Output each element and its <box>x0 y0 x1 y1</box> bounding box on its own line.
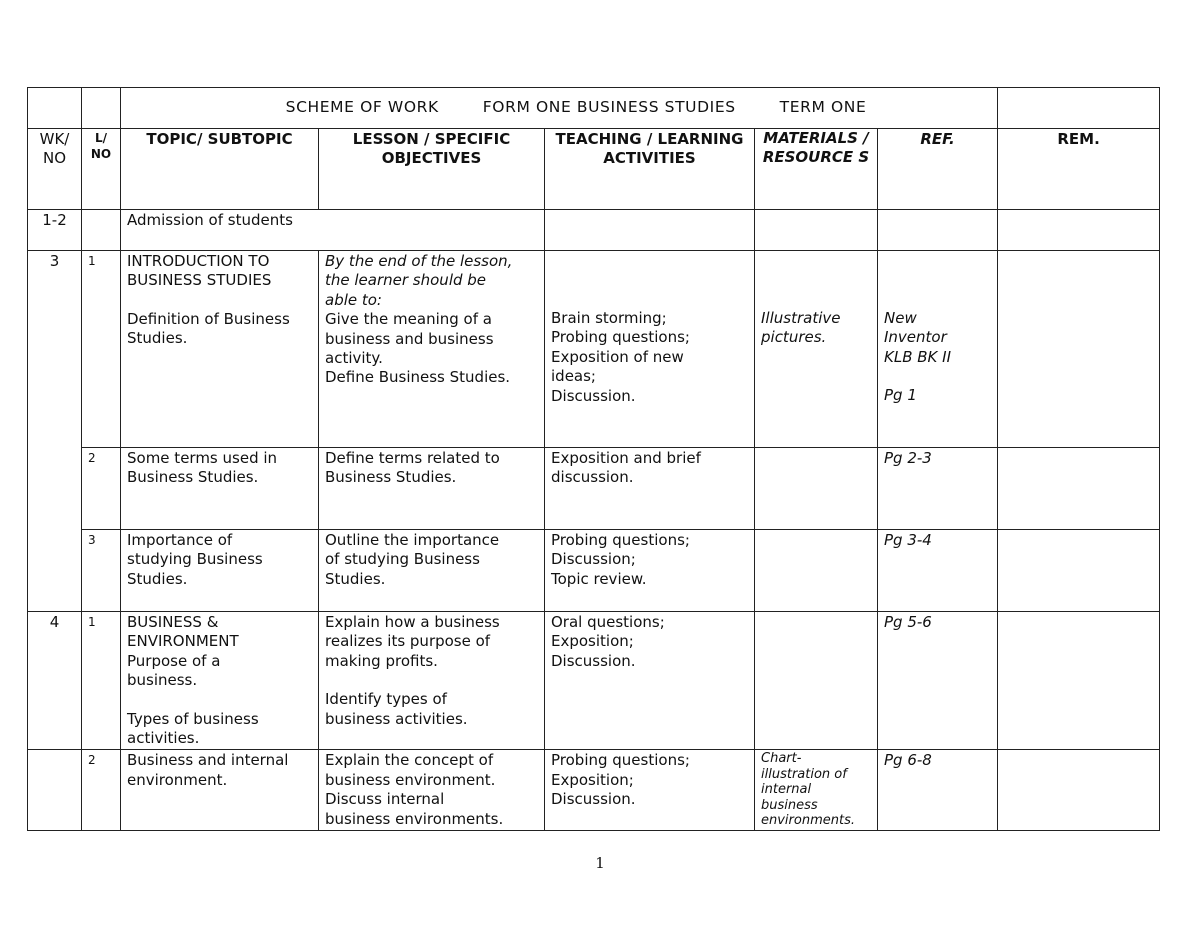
reference-cell <box>878 612 998 750</box>
cell-text-line: Pg 3-4 <box>884 531 932 549</box>
cell-text-line: Business Studies. <box>127 468 259 487</box>
cell-text-line: Exposition; <box>551 770 634 789</box>
cell-text-line: Business and internal <box>127 751 289 770</box>
lesson-row <box>28 612 1160 750</box>
cell-text-line: Explain how a business <box>325 613 500 631</box>
lesson-number: 1 <box>82 612 121 750</box>
cell-text-line: Business Studies. <box>325 468 457 487</box>
document-title <box>121 88 998 129</box>
remarks-cell <box>998 750 1160 831</box>
cell-text-line: Types of business <box>127 709 259 728</box>
header-ref: REF. <box>878 129 998 210</box>
objectives-cell <box>319 530 545 612</box>
cell-text-line: INTRODUCTION TO <box>127 252 270 270</box>
cell-text-line: Pg 6-8 <box>884 751 932 770</box>
cell-text-line: Chart- <box>761 751 802 767</box>
cell-text-line: Studies. <box>127 569 188 588</box>
cell-text-line: Oral questions; <box>551 613 665 631</box>
cell-text-line: Inventor <box>884 328 947 347</box>
cell-text-line: business and business <box>325 329 494 348</box>
remarks-cell <box>998 530 1160 612</box>
materials-cell <box>755 251 878 448</box>
cell-text-line: business environments. <box>325 809 504 828</box>
cell-text-line: business activities. <box>325 709 468 728</box>
cell-text-line: Probing questions; <box>551 531 690 549</box>
reference-cell <box>878 448 998 530</box>
title-scheme: SCHEME OF WORK <box>285 98 439 117</box>
cell-text-line: Explain the concept of <box>325 751 494 770</box>
cell-text-line: activity. <box>325 349 383 368</box>
cell-text-line: realizes its purpose of <box>325 632 491 651</box>
cell-text-line: Exposition of new <box>551 347 684 366</box>
lesson-row <box>28 448 1160 530</box>
materials-cell <box>755 530 878 612</box>
cell-text-line: Topic review. <box>551 569 647 588</box>
lesson-number: 1 <box>82 251 121 448</box>
line-gap <box>127 691 312 710</box>
cell-text-line: Exposition and brief <box>551 449 701 467</box>
cell-text-line: Define terms related to <box>325 449 500 467</box>
cell-text-line: Pg 2-3 <box>884 449 932 467</box>
lesson-number: 2 <box>82 750 121 831</box>
line-gap <box>884 252 991 309</box>
cell-text-line: Exposition; <box>551 632 634 651</box>
cell-text-line: discussion. <box>551 468 634 487</box>
header-lesson-no: L/ NO <box>82 129 121 210</box>
lesson-row <box>28 750 1160 831</box>
cell-text-line: Probing questions; <box>551 751 690 770</box>
cell-text-line: Studies. <box>127 329 188 348</box>
objectives-cell <box>319 251 545 448</box>
cell-text-line: BUSINESS & <box>127 613 219 631</box>
activities-cell <box>545 448 755 530</box>
cell-text-line: Identify types of <box>325 690 447 709</box>
lesson-row <box>28 530 1160 612</box>
cell-text-line: Brain storming; <box>551 309 667 327</box>
cell-text-line: Some terms used in <box>127 449 278 467</box>
cell-text-line: Discussion. <box>551 386 636 405</box>
objectives-cell <box>319 750 545 831</box>
cell-text-line: illustration of <box>761 766 847 782</box>
title-form: FORM ONE BUSINESS STUDIES <box>482 98 736 117</box>
cell-text-line: business. <box>127 671 198 690</box>
cell-text-line: able to: <box>325 290 382 309</box>
cell-text-line: Purpose of a <box>127 651 221 670</box>
title-blank-cell <box>998 88 1160 129</box>
admission-row <box>28 210 1160 251</box>
cell-text-line: Define Business Studies. <box>325 368 511 387</box>
admission-week: 1-2 <box>28 210 82 251</box>
cell-text-line: Illustrative <box>761 309 841 327</box>
cell-text-line: Outline the importance <box>325 531 500 549</box>
activities-cell <box>545 750 755 831</box>
materials-cell <box>755 612 878 750</box>
cell-text-line: Definition of Business <box>127 309 290 328</box>
cell-text-line: By the end of the lesson, <box>325 252 513 270</box>
title-blank-cell <box>82 88 121 129</box>
cell-text-line: environments. <box>761 813 855 829</box>
line-gap <box>761 252 871 309</box>
lesson-number: 3 <box>82 530 121 612</box>
header-materials: MATERIALS / RESOURCE S <box>755 129 878 210</box>
activities-cell <box>545 612 755 750</box>
line-gap <box>551 252 748 309</box>
cell-text-line: Pg 5-6 <box>884 613 932 631</box>
title-row <box>28 88 1160 129</box>
cell-text-line: studying Business <box>127 550 263 569</box>
cell-text-line: Discuss internal <box>325 790 445 809</box>
cell-text-line: of studying Business <box>325 550 480 569</box>
cell-text-line: Probing questions; <box>551 328 690 347</box>
cell-text-line: Importance of <box>127 531 233 549</box>
topic-cell <box>121 251 319 448</box>
lesson-row <box>28 251 1160 448</box>
topic-cell <box>121 530 319 612</box>
cell-text-line: BUSINESS STUDIES <box>127 271 272 290</box>
topic-cell <box>121 612 319 750</box>
line-gap <box>127 291 312 310</box>
objectives-cell <box>319 448 545 530</box>
remarks-cell <box>998 448 1160 530</box>
cell-text-line: Pg 1 <box>884 386 917 405</box>
remarks-cell <box>998 251 1160 448</box>
header-wk: WK/ NO <box>28 129 82 210</box>
cell-text-line: ENVIRONMENT <box>127 632 239 651</box>
activities-cell <box>545 530 755 612</box>
title-term: TERM ONE <box>779 98 867 117</box>
reference-cell <box>878 750 998 831</box>
cell-text-line: Give the meaning of a <box>325 310 492 329</box>
materials-cell <box>755 448 878 530</box>
header-objectives: LESSON / SPECIFIC OBJECTIVES <box>319 129 545 210</box>
header-activities: TEACHING / LEARNING ACTIVITIES <box>545 129 755 210</box>
week-number: 4 <box>28 612 82 750</box>
admission-rem-cell <box>998 210 1160 251</box>
line-gap <box>884 367 991 386</box>
scheme-of-work-table <box>27 87 1160 831</box>
materials-cell <box>755 750 878 831</box>
admission-materials-cell <box>755 210 878 251</box>
title-blank-cell <box>28 88 82 129</box>
cell-text-line: Discussion. <box>551 790 636 809</box>
header-topic: TOPIC/ SUBTOPIC <box>121 129 319 210</box>
admission-ref-cell <box>878 210 998 251</box>
header-row <box>28 129 1160 210</box>
cell-text-line: KLB BK II <box>884 347 951 366</box>
cell-text-line: the learner should be <box>325 271 487 290</box>
admission-text: Admission of students <box>121 210 545 251</box>
cell-text-line: activities. <box>127 729 200 748</box>
cell-text-line: environment. <box>127 770 228 789</box>
admission-lesson-cell <box>82 210 121 251</box>
topic-cell <box>121 448 319 530</box>
reference-cell <box>878 530 998 612</box>
lesson-number: 2 <box>82 448 121 530</box>
page-number: 1 <box>595 854 605 872</box>
cell-text-line: internal <box>761 782 812 798</box>
topic-cell <box>121 750 319 831</box>
week-number: 3 <box>28 251 82 612</box>
admission-activities-cell <box>545 210 755 251</box>
cell-text-line: pictures. <box>761 328 827 347</box>
reference-cell <box>878 251 998 448</box>
cell-text-line: New <box>884 309 917 327</box>
cell-text-line: Studies. <box>325 569 386 588</box>
header-rem: REM. <box>998 129 1160 210</box>
activities-cell <box>545 251 755 448</box>
cell-text-line: making profits. <box>325 651 438 670</box>
cell-text-line: business <box>761 797 818 813</box>
line-gap <box>325 671 538 690</box>
cell-text-line: ideas; <box>551 367 596 386</box>
objectives-cell <box>319 612 545 750</box>
cell-text-line: Discussion; <box>551 550 636 569</box>
cell-text-line: Discussion. <box>551 651 636 670</box>
remarks-cell <box>998 612 1160 750</box>
week-number <box>28 750 82 831</box>
cell-text-line: business environment. <box>325 770 496 789</box>
